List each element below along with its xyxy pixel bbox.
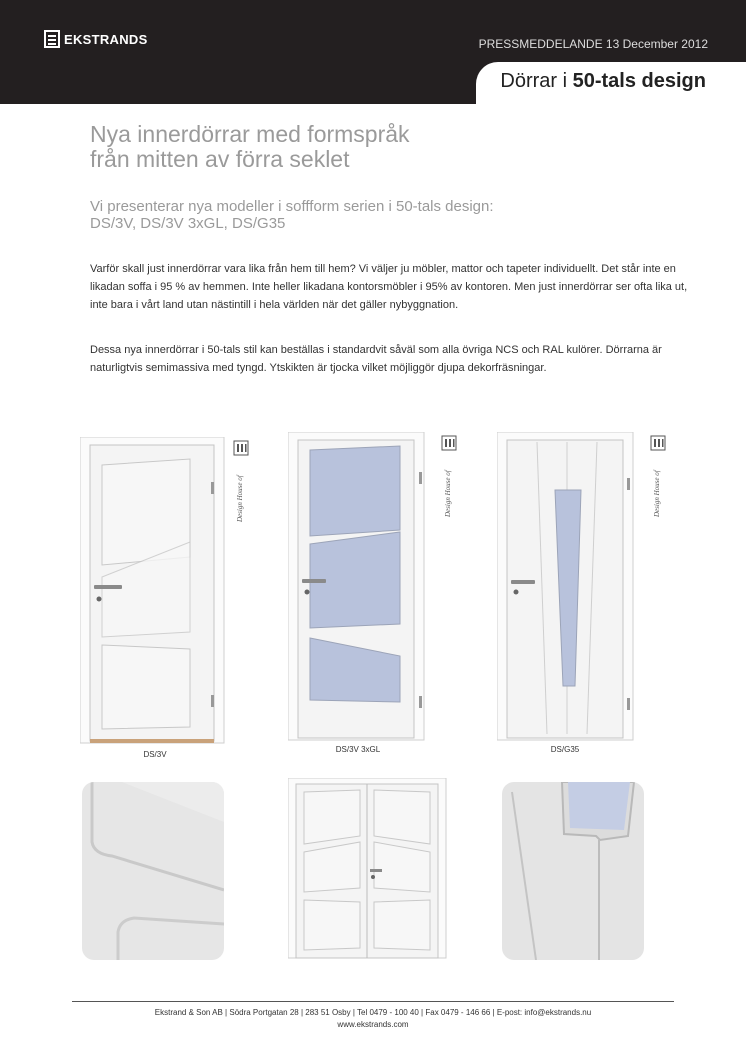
headline-line-1: Nya innerdörrar med formspråk [90,121,410,147]
logo-text: EKSTRANDS [64,31,148,47]
design-house-text: Design House of [653,470,661,517]
design-house-text: Design House of [444,470,452,517]
headline-line-2: från mitten av förra seklet [90,146,350,172]
body-paragraph-2: Dessa nya innerdörrar i 50-tals stil kan beställas i standardvit såväl som alla övriga NCS och RAL kulörer. Dörrarna är naturligtvis semimassiva med tyngd. Ytskikten är tjocka vilket möjliggör djupa dekorfräsningar. [90,344,662,374]
subheading [90,198,650,232]
title-prefix: Dörrar i [500,70,573,92]
footer-divider [72,1001,674,1002]
footer-contact: Ekstrand & Son AB | Södra Portgatan 28 | 283 51 Osby | Tel 0479 - 100 40 | Fax 0479 - 146 66 | E-post: info@ekstrands.nu [154,1008,592,1017]
caption-ds3v-3xgl: DS/3V 3xGL [335,745,381,754]
title-bold: 50-tals design [572,70,706,92]
press-release-date: PRESSMEDDELANDE 13 December 2012 [478,37,708,51]
logo-icon [44,30,60,48]
headline [90,122,650,172]
caption-dsg35: DS/G35 [550,745,580,754]
company-logo [44,30,148,48]
caption-ds3v: DS/3V [143,750,167,759]
door-ds3v-image [80,437,230,747]
design-house-logo [232,440,252,525]
subheading-line-2: DS/3V, DS/3V 3xGL, DS/G35 [90,215,286,232]
body-paragraph-1: Varför skall just innerdörrar vara lika från hem till hem? Vi väljer ju möbler, mattor och tapeter individuellt. Det står inte en likadan soffa i 95 % av hemmen. Inte heller likadana kontorsmöbler i 95% av kontoren. Men just innerdörrar ser ofta lika ut, inte bara i vårt land utan nästintill i hela världen när det gäller nybyggnation. [90,263,688,311]
footer-website: www.ekstrands.com [337,1020,409,1029]
door-dsg35-image [497,432,637,742]
design-house-text: Design House of [236,475,244,522]
page-title [500,70,706,93]
design-house-logo [440,435,460,520]
design-house-logo [649,435,669,520]
double-door-image [288,778,448,960]
door-ds3v-3xgl-image [288,432,428,742]
subheading-line-1: Vi presenterar nya modeller i soffform serien i 50-tals design: [90,198,494,215]
detail-photo-dsg35 [502,782,644,960]
detail-photo-ds3v [82,782,224,960]
